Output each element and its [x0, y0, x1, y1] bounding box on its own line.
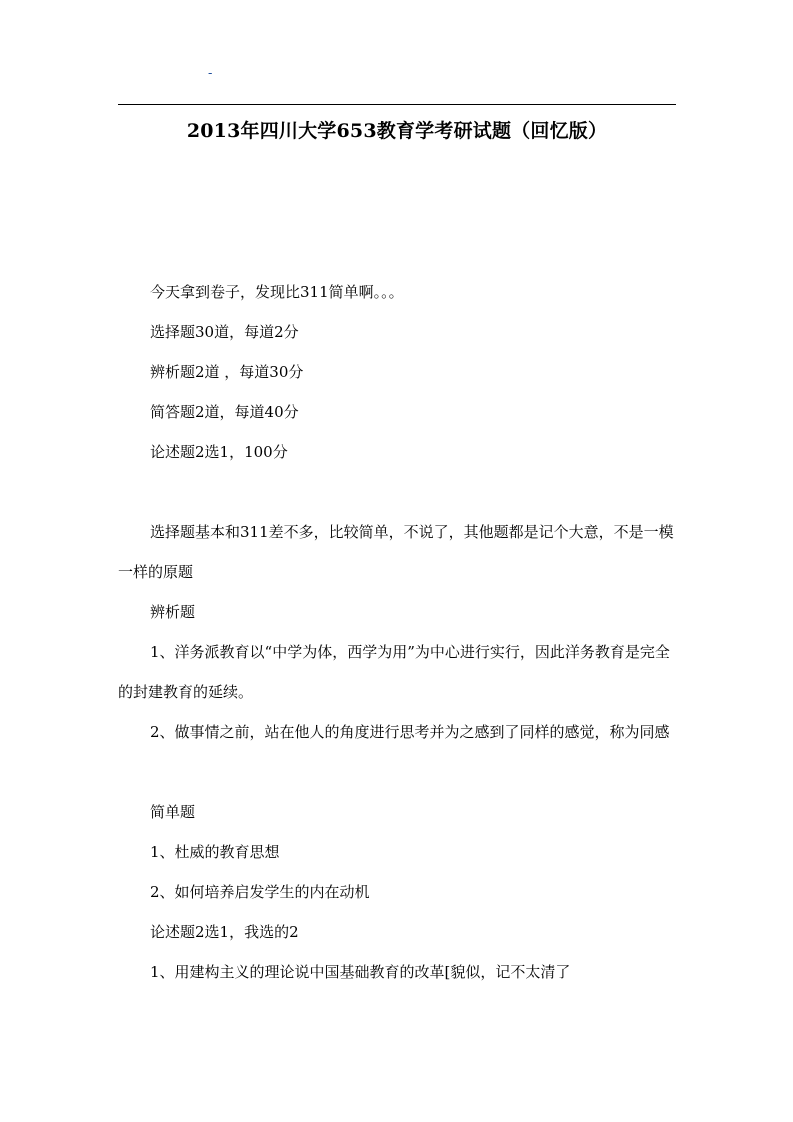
- paragraph-short-answer-info: 简答题2道，每道40分: [150, 403, 299, 421]
- section-heading-short-answer: 简单题: [150, 803, 196, 821]
- document-title: 2013年四川大学653教育学考研试题（回忆版）: [186, 120, 608, 142]
- header-mark: -: [208, 66, 213, 81]
- section-heading-essay: 论述题2选1，我选的2: [150, 923, 299, 941]
- paragraph-choice-info: 选择题30道，每道2分: [150, 323, 299, 341]
- section-heading-analysis: 辨析题: [150, 603, 196, 621]
- short-answer-question-2: 2、如何培养启发学生的内在动机: [150, 883, 370, 901]
- analysis-question-2: 2、做事情之前，站在他人的角度进行思考并为之感到了同样的感觉，称为同感: [150, 723, 670, 741]
- analysis-question-1: 1、洋务派教育以“中学为体，西学为用”为中心进行实行，因此洋务教育是完全的封建教育的延续。: [118, 643, 670, 701]
- paragraph-analysis-info: 辨析题2道 ，每道30分: [150, 363, 304, 381]
- short-answer-question-1: 1、杜威的教育思想: [150, 843, 280, 861]
- essay-question-1: 1、用建构主义的理论说中国基础教育的改革[貌似，记不太清了: [150, 963, 571, 981]
- paragraph-essay-info: 论述题2选1，100分: [150, 443, 288, 461]
- header-divider: [118, 104, 676, 105]
- paragraph-choice-comment: 选择题基本和311差不多，比较简单，不说了，其他题都是记个大意，不是一模一样的原题: [118, 523, 674, 581]
- paragraph-intro: 今天拿到卷子，发现比311简单啊。。。: [150, 283, 404, 301]
